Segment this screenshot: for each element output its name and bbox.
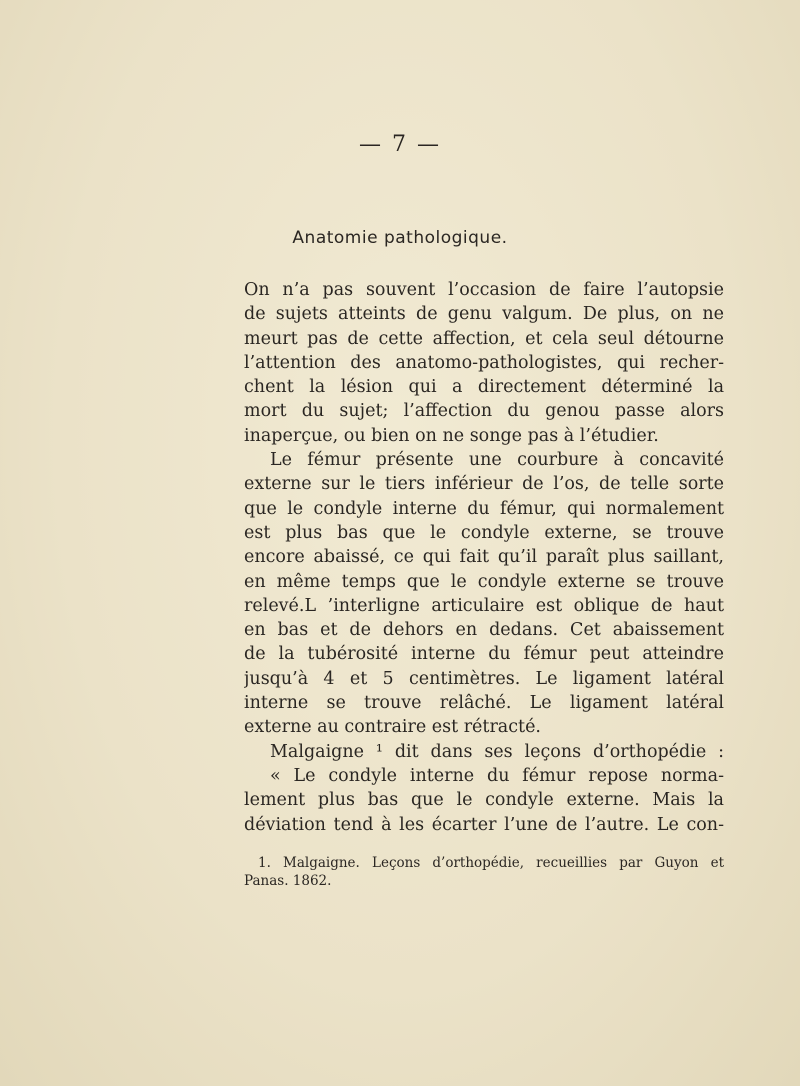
text-line: que le condyle interne du fémur, qui normalement <box>244 498 724 519</box>
text-line: mort du sujet; l’affection du genou passe alors <box>244 401 724 422</box>
footnote-line: 1. Malgaigne. Leçons d’orthopédie, recueillies par Guyon et <box>258 855 724 871</box>
text-line: chent la lésion qui a directement déterminé la <box>244 377 724 398</box>
text-line: On n’a pas souvent l’occasion de faire l’autopsie <box>244 280 724 300</box>
text-line: jusqu’à 4 et 5 centimètres. Le ligament latéral <box>244 668 724 689</box>
text-line: externe sur le tiers inférieur de l’os, de telle sorte <box>244 474 724 495</box>
section-heading: Anatomie pathologique. <box>292 228 508 248</box>
text-line: est plus bas que le condyle externe, se trouve <box>244 522 724 543</box>
text-line: de la tubérosité interne du fémur peut atteindre <box>244 644 724 665</box>
text-line: en bas et de dehors en dedans. Cet abaissement <box>244 620 724 641</box>
page-number: — 7 — <box>359 132 441 157</box>
text-line: interne se trouve relâché. Le ligament latéral <box>244 693 724 714</box>
text-line: meurt pas de cette affection, et cela seul détourne <box>244 328 724 349</box>
footnote <box>244 854 724 890</box>
text-line: relevé.L ’interligne articulaire est oblique de haut <box>244 595 724 616</box>
text-line: encore abaissé, ce qui fait qu’il paraît plus saillant, <box>244 547 724 568</box>
text-line: lement plus bas que le condyle externe. Mais la <box>244 790 724 811</box>
text-line: Le fémur présente une courbure à concavité <box>270 450 724 471</box>
footnote-line: Panas. 1862. <box>244 873 332 889</box>
text-line: Malgaigne ¹ dit dans ses leçons d’orthopédie : <box>270 741 724 762</box>
text-line: en même temps que le condyle externe se trouve <box>244 571 724 592</box>
text-line: l’attention des anatomo-pathologistes, qui recher- <box>244 352 724 373</box>
text-line: de sujets atteints de genu valgum. De plus, on ne <box>244 304 724 325</box>
text-line: inaperçue, ou bien on ne songe pas à l’étudier. <box>244 425 659 446</box>
body-text <box>244 278 724 837</box>
text-line: externe au contraire est rétracté. <box>244 717 541 738</box>
text-line: déviation tend à les écarter l’une de l’autre. Le con- <box>244 814 724 835</box>
text-line: « Le condyle interne du fémur repose norma- <box>270 765 724 786</box>
